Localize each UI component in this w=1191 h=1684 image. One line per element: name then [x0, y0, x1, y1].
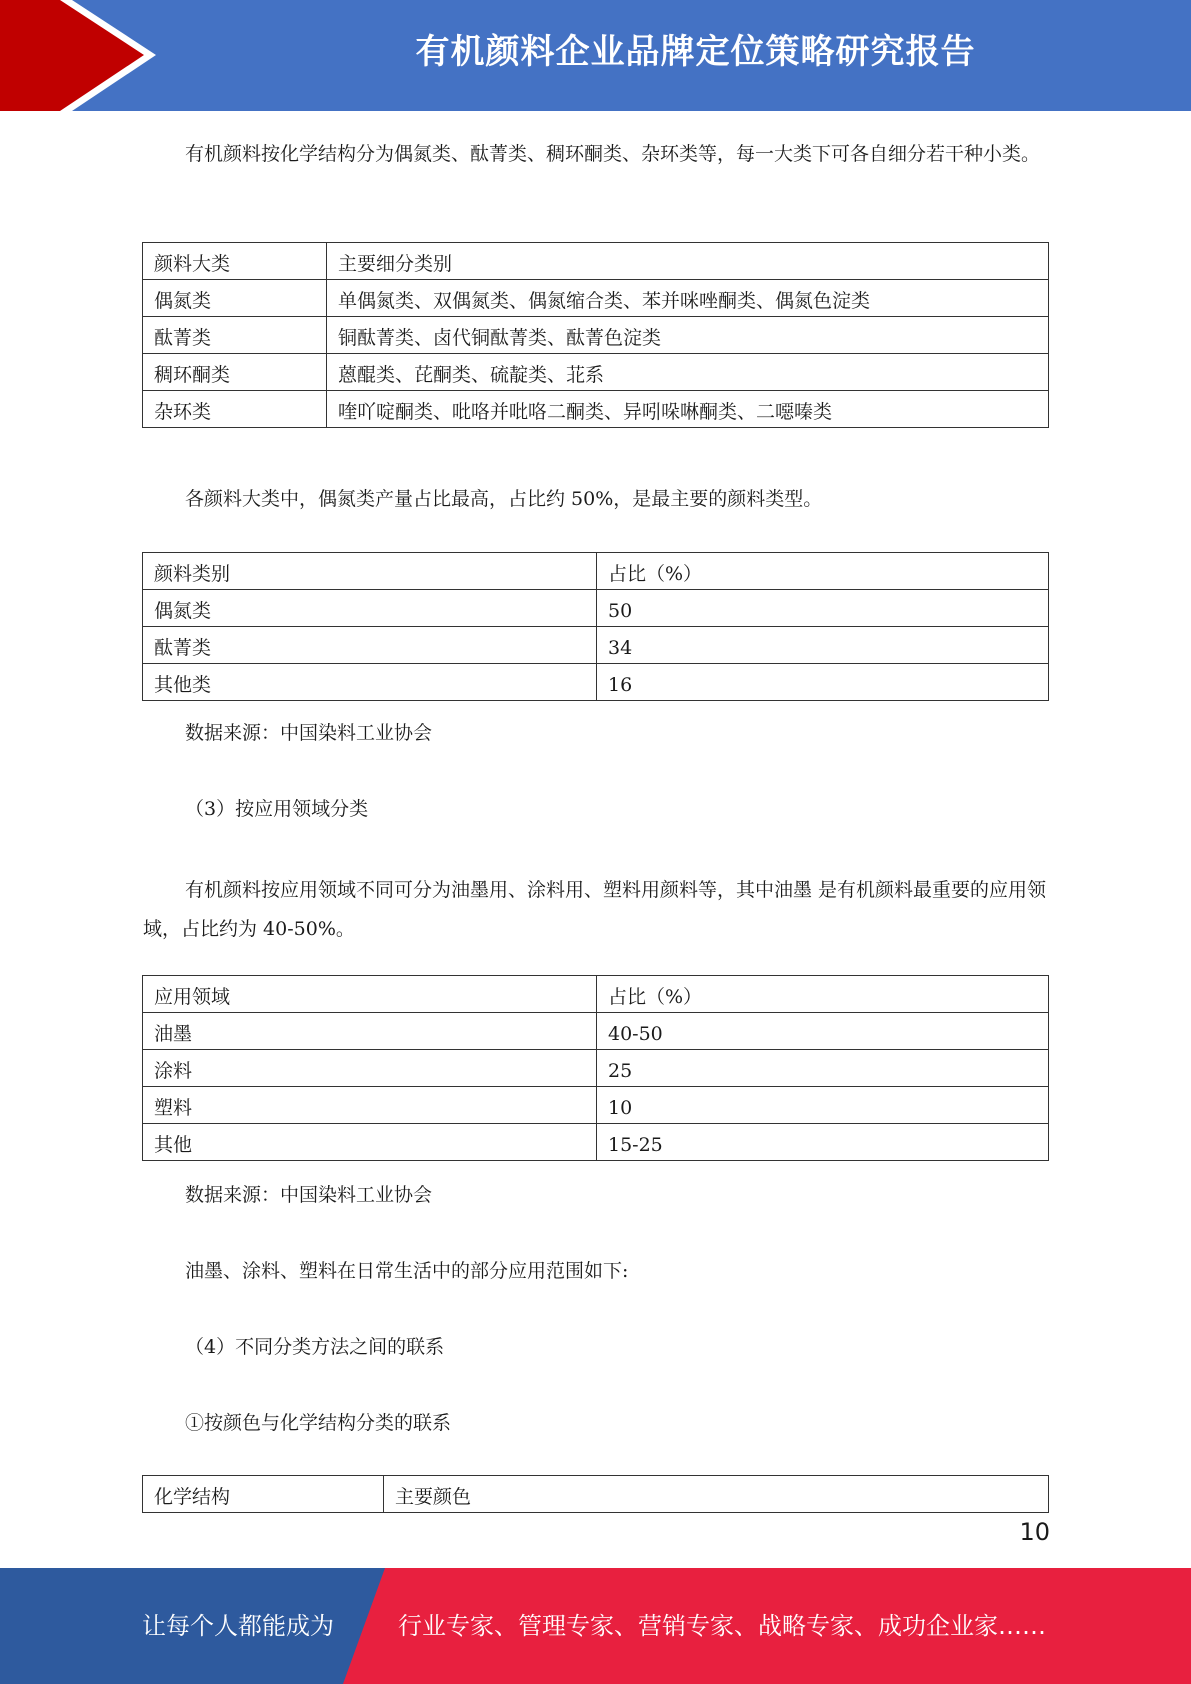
- table-cell: 其他类: [143, 664, 597, 701]
- table-cell: 占比（%）: [597, 976, 1049, 1013]
- section-heading: （3）按应用领域分类: [185, 798, 369, 820]
- subsection-heading: ①按颜色与化学结构分类的联系: [185, 1412, 452, 1434]
- table-row: [143, 1050, 1049, 1087]
- table-cell: 其他: [143, 1124, 597, 1161]
- paragraph-usage-intro: 油墨、涂料、塑料在日常生活中的部分应用范围如下:: [185, 1260, 629, 1282]
- table-cell: 油墨: [143, 1013, 597, 1050]
- table-cell: 蒽醌类、芘酮类、硫靛类、苝系: [327, 354, 1049, 391]
- page-header: [0, 0, 1191, 111]
- table-cell: 酞菁类: [143, 317, 327, 354]
- table-header-row: [143, 243, 1049, 280]
- page-footer: [0, 1568, 1191, 1684]
- table-cell: 颜料类别: [143, 553, 597, 590]
- table-cell: 50: [597, 590, 1049, 627]
- table-cell: 颜料大类: [143, 243, 327, 280]
- table-cell: 10: [597, 1087, 1049, 1124]
- table-row: [143, 590, 1049, 627]
- footer-slogan-left: 让每个人都能成为: [142, 1612, 334, 1640]
- paragraph-chemical-structure: 有机颜料按化学结构分为偶氮类、酞菁类、稠环酮类、杂环类等，每一大类下可各自细分若干种小类。: [185, 143, 1041, 165]
- report-title: 有机颜料企业品牌定位策略研究报告: [415, 32, 976, 72]
- table-header-row: [143, 553, 1049, 590]
- table-application-share: [142, 975, 1049, 1161]
- table-pigment-share: [142, 552, 1049, 701]
- table-cell: 单偶氮类、双偶氮类、偶氮缩合类、苯并咪唑酮类、偶氮色淀类: [327, 280, 1049, 317]
- page-number: 10: [1019, 1518, 1050, 1546]
- table-cell: 40-50: [597, 1013, 1049, 1050]
- table-cell: 偶氮类: [143, 280, 327, 317]
- table-row: [143, 354, 1049, 391]
- table-cell: 25: [597, 1050, 1049, 1087]
- table-cell: 杂环类: [143, 391, 327, 428]
- section-heading: （4）不同分类方法之间的联系: [185, 1336, 445, 1358]
- table-pigment-categories: [142, 242, 1049, 428]
- footer-slogan-right: 行业专家、管理专家、营销专家、战略专家、成功企业家……: [398, 1612, 1046, 1640]
- data-source-note: 数据来源：中国染料工业协会: [185, 722, 433, 744]
- table-header-row: [143, 1476, 1049, 1513]
- table-row: [143, 1013, 1049, 1050]
- table-cell: 稠环酮类: [143, 354, 327, 391]
- table-row: [143, 627, 1049, 664]
- table-row: [143, 317, 1049, 354]
- table-row: [143, 664, 1049, 701]
- table-row: [143, 1124, 1049, 1161]
- header-red-block: [0, 0, 150, 111]
- table-header-row: [143, 976, 1049, 1013]
- data-source-note: 数据来源：中国染料工业协会: [185, 1184, 433, 1206]
- table-cell: 34: [597, 627, 1049, 664]
- paragraph-azo-share: 各颜料大类中，偶氮类产量占比最高，占比约 50%，是最主要的颜料类型。: [185, 488, 823, 510]
- table-color-structure: [142, 1475, 1049, 1513]
- table-cell: 占比（%）: [597, 553, 1049, 590]
- table-cell: 铜酞菁类、卤代铜酞菁类、酞菁色淀类: [327, 317, 1049, 354]
- paragraph-application-fields: 有机颜料按应用领域不同可分为油墨用、涂料用、塑料用颜料等，其中油墨 是有机颜料最重要的应用领域，占比约为 40-50%。: [143, 879, 1047, 940]
- table-cell: 主要颜色: [384, 1476, 1049, 1513]
- table-cell: 16: [597, 664, 1049, 701]
- table-cell: 化学结构: [143, 1476, 384, 1513]
- table-cell: 酞菁类: [143, 627, 597, 664]
- table-cell: 应用领域: [143, 976, 597, 1013]
- table-cell: 涂料: [143, 1050, 597, 1087]
- table-cell: 主要细分类别: [327, 243, 1049, 280]
- table-cell: 偶氮类: [143, 590, 597, 627]
- table-row: [143, 1087, 1049, 1124]
- table-row: [143, 391, 1049, 428]
- table-cell: 塑料: [143, 1087, 597, 1124]
- table-cell: 喹吖啶酮类、吡咯并吡咯二酮类、异吲哚啉酮类、二噁嗪类: [327, 391, 1049, 428]
- table-row: [143, 280, 1049, 317]
- table-cell: 15-25: [597, 1124, 1049, 1161]
